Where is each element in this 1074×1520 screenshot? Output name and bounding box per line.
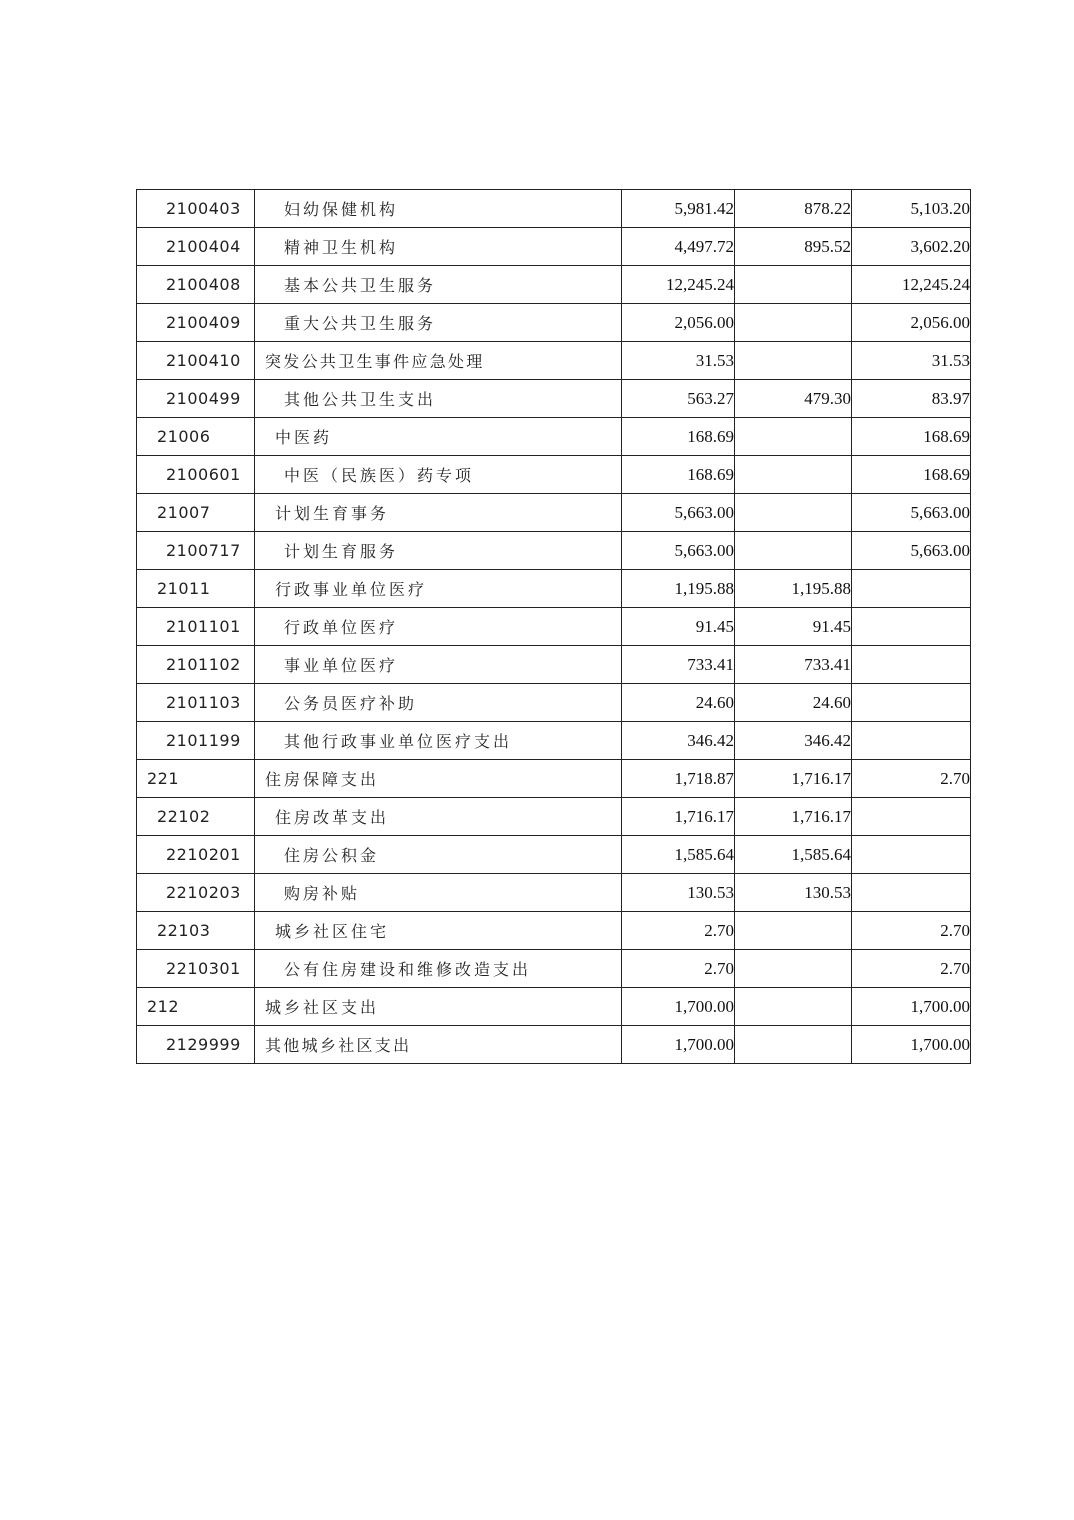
- project-expenditure-cell: 1,700.00: [852, 988, 971, 1026]
- table-row: [137, 532, 971, 570]
- project-expenditure-cell: 5,663.00: [852, 532, 971, 570]
- project-expenditure-cell: 5,103.20: [852, 190, 971, 228]
- subject-code-cell: 2100717: [137, 532, 255, 570]
- project-expenditure-cell: 2,056.00: [852, 304, 971, 342]
- total-amount-cell: 1,700.00: [622, 1026, 735, 1064]
- subject-name-cell: 中医（民族医）药专项: [255, 456, 622, 494]
- table-row: [137, 798, 971, 836]
- table-row: [137, 760, 971, 798]
- total-amount-cell: 346.42: [622, 722, 735, 760]
- project-expenditure-cell: [852, 836, 971, 874]
- subject-name-cell: 重大公共卫生服务: [255, 304, 622, 342]
- total-amount-cell: 1,716.17: [622, 798, 735, 836]
- total-amount-cell: 563.27: [622, 380, 735, 418]
- table-row: [137, 570, 971, 608]
- table-row: [137, 304, 971, 342]
- subject-code-cell: 2100404: [137, 228, 255, 266]
- table-row: [137, 190, 971, 228]
- project-expenditure-cell: [852, 874, 971, 912]
- subject-code-cell: 21007: [137, 494, 255, 532]
- project-expenditure-cell: 3,602.20: [852, 228, 971, 266]
- total-amount-cell: 4,497.72: [622, 228, 735, 266]
- total-amount-cell: 1,718.87: [622, 760, 735, 798]
- subject-name-cell: 住房公积金: [255, 836, 622, 874]
- basic-expenditure-cell: [735, 456, 852, 494]
- table-row: [137, 684, 971, 722]
- table-row: [137, 456, 971, 494]
- table-row: [137, 342, 971, 380]
- project-expenditure-cell: [852, 684, 971, 722]
- total-amount-cell: 168.69: [622, 456, 735, 494]
- project-expenditure-cell: 83.97: [852, 380, 971, 418]
- basic-expenditure-cell: [735, 266, 852, 304]
- basic-expenditure-cell: [735, 532, 852, 570]
- project-expenditure-cell: 2.70: [852, 760, 971, 798]
- subject-code-cell: 2210301: [137, 950, 255, 988]
- total-amount-cell: 5,663.00: [622, 494, 735, 532]
- total-amount-cell: 31.53: [622, 342, 735, 380]
- basic-expenditure-cell: 479.30: [735, 380, 852, 418]
- table-row: [137, 950, 971, 988]
- basic-expenditure-cell: 878.22: [735, 190, 852, 228]
- project-expenditure-cell: 168.69: [852, 456, 971, 494]
- basic-expenditure-cell: 130.53: [735, 874, 852, 912]
- table-row: [137, 988, 971, 1026]
- subject-name-cell: 突发公共卫生事件应急处理: [255, 342, 622, 380]
- subject-name-cell: 妇幼保健机构: [255, 190, 622, 228]
- project-expenditure-cell: [852, 570, 971, 608]
- total-amount-cell: 168.69: [622, 418, 735, 456]
- subject-code-cell: 2100499: [137, 380, 255, 418]
- basic-expenditure-cell: 1,585.64: [735, 836, 852, 874]
- subject-code-cell: 22103: [137, 912, 255, 950]
- subject-name-cell: 中医药: [255, 418, 622, 456]
- subject-name-cell: 其他行政事业单位医疗支出: [255, 722, 622, 760]
- total-amount-cell: 12,245.24: [622, 266, 735, 304]
- table-body: [137, 190, 971, 1064]
- subject-name-cell: 计划生育服务: [255, 532, 622, 570]
- subject-code-cell: 21011: [137, 570, 255, 608]
- basic-expenditure-cell: [735, 418, 852, 456]
- subject-name-cell: 城乡社区住宅: [255, 912, 622, 950]
- subject-code-cell: 2100408: [137, 266, 255, 304]
- project-expenditure-cell: 31.53: [852, 342, 971, 380]
- project-expenditure-cell: [852, 646, 971, 684]
- budget-table-container: [136, 189, 970, 1064]
- basic-expenditure-cell: 1,716.17: [735, 798, 852, 836]
- total-amount-cell: 733.41: [622, 646, 735, 684]
- total-amount-cell: 1,585.64: [622, 836, 735, 874]
- subject-code-cell: 2100410: [137, 342, 255, 380]
- subject-name-cell: 住房保障支出: [255, 760, 622, 798]
- total-amount-cell: 91.45: [622, 608, 735, 646]
- basic-expenditure-cell: [735, 988, 852, 1026]
- subject-name-cell: 基本公共卫生服务: [255, 266, 622, 304]
- subject-code-cell: 2101101: [137, 608, 255, 646]
- basic-expenditure-cell: [735, 342, 852, 380]
- basic-expenditure-cell: 1,716.17: [735, 760, 852, 798]
- total-amount-cell: 130.53: [622, 874, 735, 912]
- basic-expenditure-cell: [735, 912, 852, 950]
- basic-expenditure-cell: [735, 950, 852, 988]
- subject-code-cell: 22102: [137, 798, 255, 836]
- subject-name-cell: 行政单位医疗: [255, 608, 622, 646]
- total-amount-cell: 5,981.42: [622, 190, 735, 228]
- basic-expenditure-cell: [735, 494, 852, 532]
- subject-name-cell: 其他城乡社区支出: [255, 1026, 622, 1064]
- table-row: [137, 266, 971, 304]
- subject-code-cell: 21006: [137, 418, 255, 456]
- subject-code-cell: 2101199: [137, 722, 255, 760]
- project-expenditure-cell: [852, 608, 971, 646]
- subject-code-cell: 2101102: [137, 646, 255, 684]
- table-row: [137, 874, 971, 912]
- project-expenditure-cell: [852, 798, 971, 836]
- subject-name-cell: 事业单位医疗: [255, 646, 622, 684]
- basic-expenditure-cell: 91.45: [735, 608, 852, 646]
- subject-code-cell: 2101103: [137, 684, 255, 722]
- subject-name-cell: 精神卫生机构: [255, 228, 622, 266]
- project-expenditure-cell: 1,700.00: [852, 1026, 971, 1064]
- table-row: [137, 228, 971, 266]
- subject-name-cell: 计划生育事务: [255, 494, 622, 532]
- subject-code-cell: 2129999: [137, 1026, 255, 1064]
- subject-name-cell: 公务员医疗补助: [255, 684, 622, 722]
- basic-expenditure-cell: 733.41: [735, 646, 852, 684]
- total-amount-cell: 2,056.00: [622, 304, 735, 342]
- subject-name-cell: 行政事业单位医疗: [255, 570, 622, 608]
- total-amount-cell: 2.70: [622, 912, 735, 950]
- subject-code-cell: 221: [137, 760, 255, 798]
- project-expenditure-cell: 5,663.00: [852, 494, 971, 532]
- total-amount-cell: 24.60: [622, 684, 735, 722]
- basic-expenditure-cell: [735, 1026, 852, 1064]
- table-row: [137, 722, 971, 760]
- project-expenditure-cell: 2.70: [852, 912, 971, 950]
- table-row: [137, 608, 971, 646]
- project-expenditure-cell: [852, 722, 971, 760]
- subject-code-cell: 2100403: [137, 190, 255, 228]
- project-expenditure-cell: 168.69: [852, 418, 971, 456]
- table-row: [137, 380, 971, 418]
- subject-code-cell: 212: [137, 988, 255, 1026]
- subject-name-cell: 公有住房建设和维修改造支出: [255, 950, 622, 988]
- subject-name-cell: 购房补贴: [255, 874, 622, 912]
- subject-code-cell: 2210203: [137, 874, 255, 912]
- table-row: [137, 912, 971, 950]
- basic-expenditure-cell: 346.42: [735, 722, 852, 760]
- subject-code-cell: 2100409: [137, 304, 255, 342]
- table-row: [137, 836, 971, 874]
- budget-expenditure-table: [136, 189, 971, 1064]
- total-amount-cell: 2.70: [622, 950, 735, 988]
- total-amount-cell: 5,663.00: [622, 532, 735, 570]
- total-amount-cell: 1,700.00: [622, 988, 735, 1026]
- table-row: [137, 1026, 971, 1064]
- basic-expenditure-cell: 24.60: [735, 684, 852, 722]
- table-row: [137, 494, 971, 532]
- basic-expenditure-cell: 895.52: [735, 228, 852, 266]
- basic-expenditure-cell: 1,195.88: [735, 570, 852, 608]
- table-row: [137, 646, 971, 684]
- subject-code-cell: 2100601: [137, 456, 255, 494]
- subject-name-cell: 住房改革支出: [255, 798, 622, 836]
- table-row: [137, 418, 971, 456]
- total-amount-cell: 1,195.88: [622, 570, 735, 608]
- project-expenditure-cell: 2.70: [852, 950, 971, 988]
- subject-name-cell: 城乡社区支出: [255, 988, 622, 1026]
- subject-name-cell: 其他公共卫生支出: [255, 380, 622, 418]
- subject-code-cell: 2210201: [137, 836, 255, 874]
- project-expenditure-cell: 12,245.24: [852, 266, 971, 304]
- basic-expenditure-cell: [735, 304, 852, 342]
